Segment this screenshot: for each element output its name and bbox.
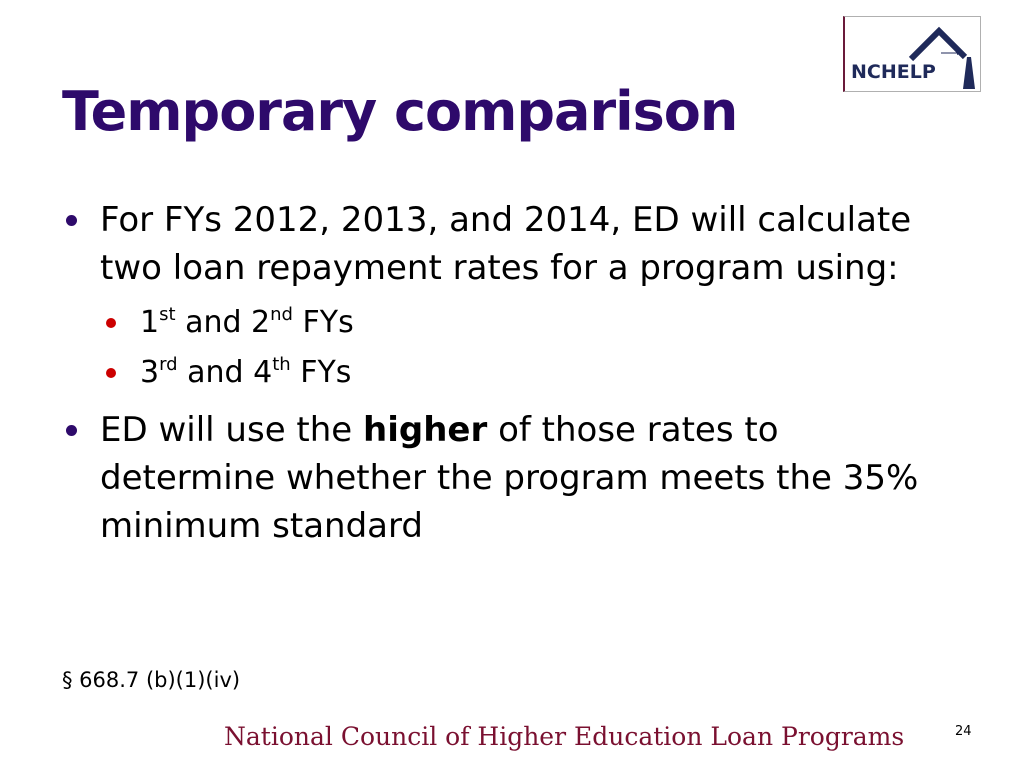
bullet-dot-icon xyxy=(66,425,77,436)
slide-number: 24 xyxy=(955,724,972,739)
bullet-text: For FYs 2012, 2013, and 2014, ED will calculate two loan repayment rates for a program using: xyxy=(100,200,912,288)
footer-organization: National Council of Higher Education Loan Programs xyxy=(224,722,905,751)
emphasis-text: higher xyxy=(363,410,488,450)
sub-bullet-dot-icon xyxy=(106,318,116,328)
slide-title: Temporary comparison xyxy=(62,80,738,143)
logo-text: NCHELP xyxy=(851,61,936,83)
sub-bullet-list xyxy=(100,298,962,398)
bullet-item xyxy=(62,196,962,398)
regulation-citation: § 668.7 (b)(1)(iv) xyxy=(62,668,241,692)
bullet-dot-icon xyxy=(66,215,77,226)
bullet-item: ED will use the higher of those rates to determine whether the program meets the 35% minimum standard xyxy=(62,406,962,550)
sub-bullet-dot-icon xyxy=(106,368,116,378)
sub-bullet-item: 3rd and 4th FYs xyxy=(100,348,962,398)
bullet-list xyxy=(62,196,962,550)
sub-bullet-item: 1st and 2nd FYs xyxy=(100,298,962,348)
nchelp-logo xyxy=(843,16,981,92)
